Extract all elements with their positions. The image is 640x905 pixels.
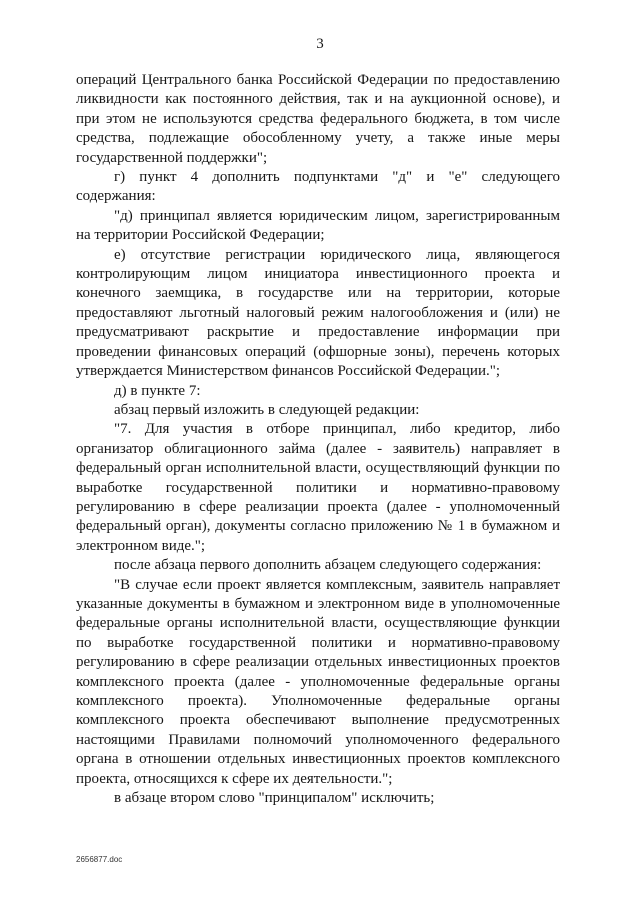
paragraph-1: операций Центрального банка Российской Федерации по предоставлению ликвидности как постоянного действия, так и на аукционной основе), и при этом не используются средства федерального бюджета, в том числе средства, подлежащие обособленному учету, а также иные меры государственной поддержки"; [76,72,560,166]
footer-filename: 2656877.doc [76,855,123,864]
paragraph-5: д) в пункте 7: [114,382,201,399]
paragraph-7: "7. Для участия в отборе принципал, либо кредитор, либо организатор облигационного займа (далее - заявитель) направляет в федеральный орган исполнительной власти, осуществляющий функции по выработке государственной политики и нормативно-правовому регулированию в сфере реализации проекта (далее - уполномоченный федеральный орган), документы согласно приложению № 1 в бумажном и электронном виде."; [76,421,560,554]
paragraph-4: е) отсутствие регистрации юридического лица, являющегося контролирующим лицом инициатора инвестиционного проекта и конечного заемщика, в государстве или на территории, которые предоставляют льготный налоговый режим налогообложения и (или) не предусматривают раскрытие и предоставление информации при проведении финансовых операций (офшорные зоны), перечень которых утверждается Министерством финансов Российской Федерации."; [76,246,560,380]
page-number: 3 [316,36,324,52]
paragraph-9: "В случае если проект является комплексным, заявитель направляет указанные документы в бумажном и электронном виде в уполномоченные федеральные органы исполнительной власти, осуществляющие функции по выработке государственной политики и нормативно-правовому регулированию в сфере реализации отдельных инвестиционных проектов комплексного проекта (далее - уполномоченные федеральные органы комплексного проекта). Уполномоченные федеральные органы комплексного проекта обеспечивают выполнение предусмотренных настоящими Правилами полномочий уполномоченного федерального органа в отношении отдельных инвестиционных проектов комплексного проекта, относящихся к сфере их деятельности."; [76,576,560,787]
paragraph-2: г) пункт 4 дополнить подпунктами "д" и "е" следующего содержания: [76,169,560,205]
paragraph-8: после абзаца первого дополнить абзацем следующего содержания: [114,557,542,574]
paragraph-6: абзац первый изложить в следующей редакции: [114,401,420,418]
paragraph-10: в абзаце втором слово "принципалом" исключить; [114,790,435,807]
paragraph-3: "д) принципал является юридическим лицом, зарегистрированным на территории Российской Федерации; [76,207,560,244]
document-body [76,71,560,808]
